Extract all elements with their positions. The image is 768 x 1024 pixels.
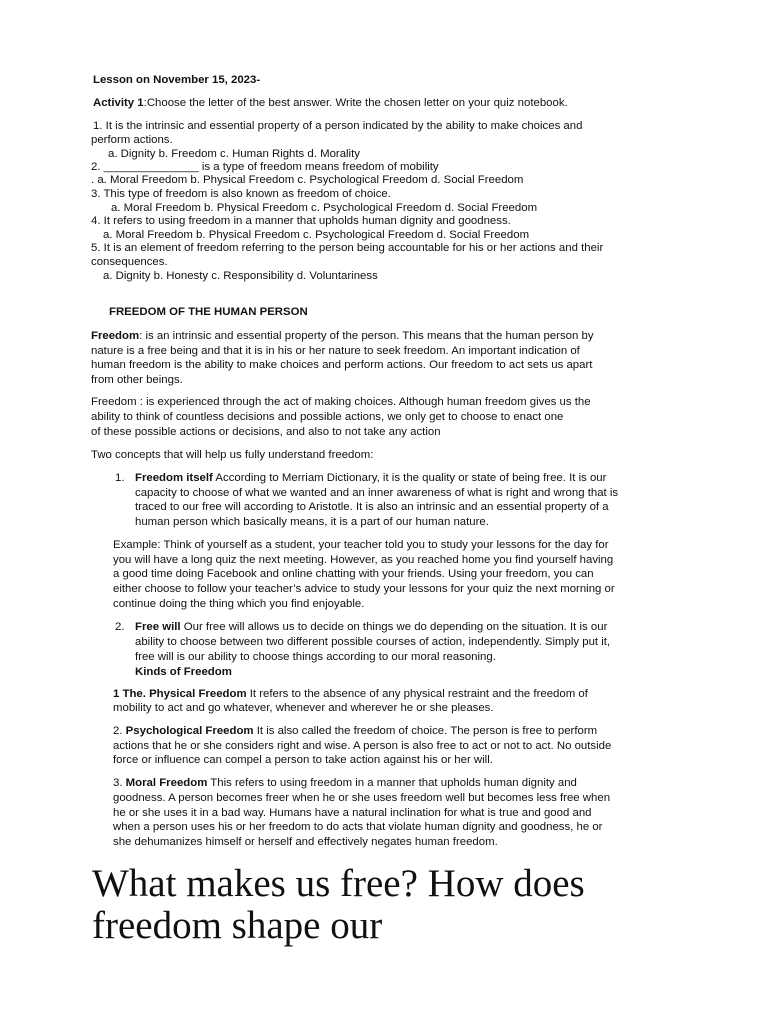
kind2-number: 2.	[113, 725, 126, 737]
example-line: a good time doing Facebook and online chatting with your friends. Using your freedom, you can	[113, 568, 594, 580]
kind3-number: 3.	[113, 777, 126, 789]
activity-instruction-text: :Choose the letter of the best answer. Write the chosen letter on your quiz notebook.	[143, 97, 568, 109]
lesson-date: Lesson on November 15, 2023-	[93, 74, 261, 86]
concept1-line: capacity to choose of what we wanted and an inner awareness of what is right and wrong that is	[135, 487, 619, 499]
kind2-term: Psychological Freedom	[125, 725, 254, 737]
question-5-choices: a. Dignity b. Honesty c. Responsibility d. Voluntariness	[103, 270, 378, 282]
kind1-text: It refers to the absence of any physical restraint and the freedom of	[246, 688, 588, 700]
para2-line: of these possible actions or decisions, and also to not take any action	[91, 426, 441, 438]
question-4: 4. It refers to using freedom in a manner that upholds human dignity and goodness.	[91, 215, 511, 227]
concept2-line: free will is our ability to choose things according to our moral reasoning.	[135, 651, 496, 663]
question-5: 5. It is an element of freedom referring to the person being accountable for his or her actions and their	[91, 242, 604, 254]
question-1-cont: perform actions.	[91, 134, 173, 146]
kind2-text: It is also called the freedom of choice. The person is free to perform	[253, 725, 598, 737]
kind1-line	[113, 687, 588, 701]
kind3-text: This refers to using freedom in a manner that upholds human dignity and	[207, 777, 577, 789]
question-1: 1. It is the intrinsic and essential property of a person indicated by the ability to make choices and	[93, 120, 583, 132]
activity-label: Activity 1	[93, 97, 144, 109]
question-4-choices: a. Moral Freedom b. Physical Freedom c. Psychological Freedom d. Social Freedom	[103, 229, 530, 241]
example-line: continue doing the thing which you find enjoyable.	[113, 598, 365, 610]
concept1-line	[135, 471, 606, 485]
kind1-line: mobility to act and go whatever, whenever and wherever he or she pleases.	[113, 702, 494, 714]
concept1-line: traced to our free will according to Aristotle. It is also an intrinsic and an essential property of a	[135, 501, 609, 513]
concept1-term: Freedom itself	[135, 472, 213, 484]
kind2-line: actions that he or she considers right and wise. A person is also free to act or not to act. No outside	[113, 740, 612, 752]
question-1-choices: a. Dignity b. Freedom c. Human Rights d. Morality	[108, 148, 360, 160]
para1-line: human freedom is the ability to make choices and perform actions. Our freedom to act sets us apart	[91, 359, 593, 371]
two-concepts-intro: Two concepts that will help us fully understand freedom:	[91, 449, 374, 461]
kind3-line: he or she uses it in a bad way. Humans have a natural inclination for what is true and good and	[113, 807, 592, 819]
kind1-term: 1 The. Physical Freedom	[113, 688, 247, 700]
kind3-line	[113, 776, 577, 790]
kind3-line: she dehumanizes himself or herself and effectively negates human freedom.	[113, 836, 498, 848]
example-line: you will have a long quiz the next meeting. However, as you reached home you find yourself having	[113, 554, 614, 566]
concept2-number: 2.	[115, 621, 125, 633]
concept1-text: According to Merriam Dictionary, it is the quality or state of being free. It is our	[212, 472, 607, 484]
para1-text: : is an intrinsic and essential property of the person. This means that the human person by	[139, 330, 594, 342]
kind3-term: Moral Freedom	[125, 777, 208, 789]
kind3-line: goodness. A person becomes freer when he or she uses freedom well but becomes less free when	[113, 792, 611, 804]
question-3: 3. This type of freedom is also known as freedom of choice.	[91, 188, 391, 200]
concept2-term: Free will	[135, 621, 181, 633]
para1-line	[91, 329, 594, 343]
headline-line: What makes us free? How does	[92, 862, 585, 905]
concept2-line: ability to choose between two different possible courses of action, independently. Simply put it,	[135, 636, 611, 648]
para2-line: ability to think of countless decisions and possible actions, we only get to choose to enact one	[91, 411, 564, 423]
headline-line: freedom shape our	[92, 904, 383, 947]
kind2-line	[113, 724, 597, 738]
section-title: FREEDOM OF THE HUMAN PERSON	[109, 306, 308, 318]
kinds-of-freedom-heading: Kinds of Freedom	[135, 666, 232, 678]
concept2-line	[135, 620, 607, 634]
kind3-line: when a person uses his or her freedom to do acts that violate human dignity and goodness, he or	[113, 821, 603, 833]
para1-term: Freedom	[91, 330, 140, 342]
concept2-text: Our free will allows us to decide on things we do depending on the situation. It is our	[180, 621, 608, 633]
para1-line: nature is a free being and that it is in his or her nature to seek freedom. An important indication of	[91, 345, 580, 357]
question-2: 2. _______________ is a type of freedom means freedom of mobility	[91, 161, 439, 173]
para1-line: from other beings.	[91, 374, 183, 386]
question-5-cont: consequences.	[91, 256, 168, 268]
concept1-number: 1.	[115, 472, 125, 484]
question-2-choices: . a. Moral Freedom b. Physical Freedom c. Psychological Freedom d. Social Freedom	[91, 174, 524, 186]
kind2-line: force or influence can compel a person to take action against his or her will.	[113, 754, 493, 766]
activity-instruction	[93, 96, 568, 110]
concept1-line: human person which basically means, it is a part of our human nature.	[135, 516, 489, 528]
para2-line: Freedom : is experienced through the act of making choices. Although human freedom gives us the	[91, 396, 591, 408]
example-line: Example: Think of yourself as a student, your teacher told you to study your lessons for the day for	[113, 539, 609, 551]
example-line: either choose to follow your teacher’s advice to study your lessons for your quiz the next morning or	[113, 583, 615, 595]
question-3-choices: a. Moral Freedom b. Physical Freedom c. Psychological Freedom d. Social Freedom	[111, 202, 538, 214]
